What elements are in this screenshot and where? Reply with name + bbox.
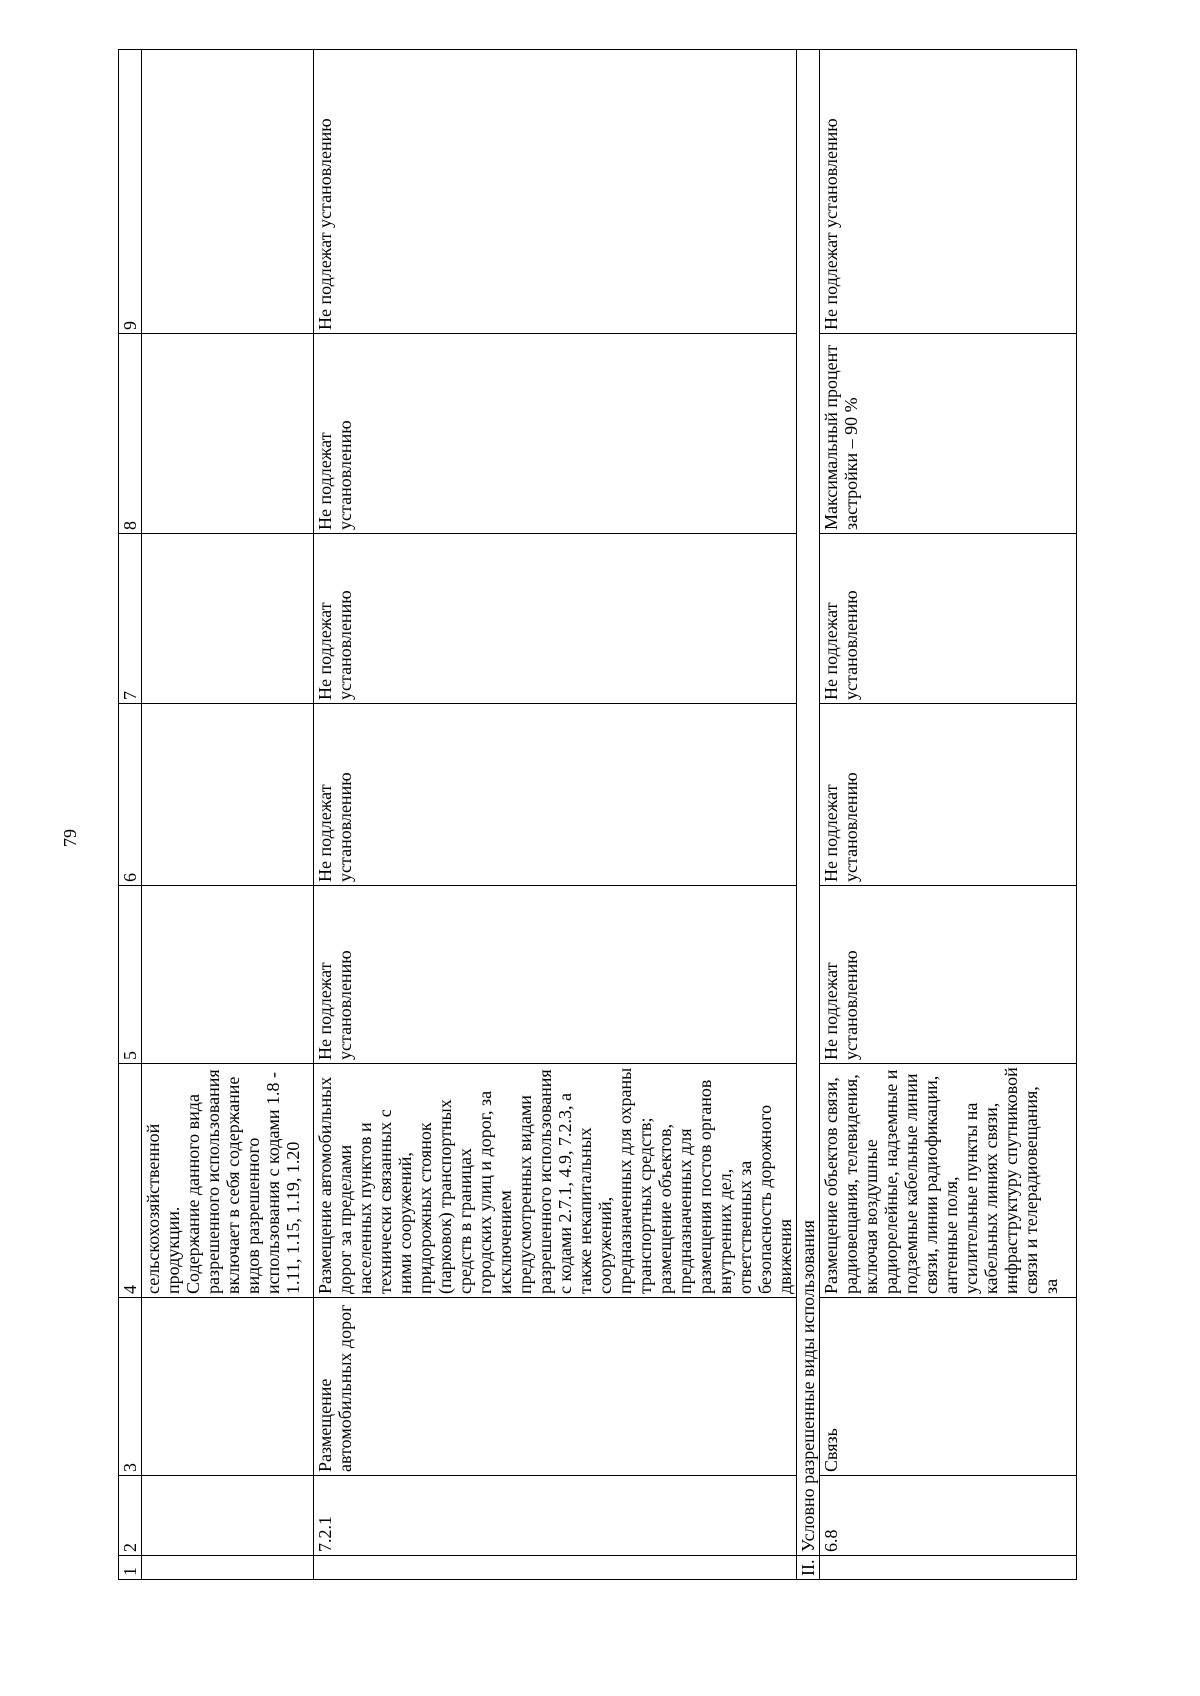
land-use-table-container — [118, 50, 1078, 1580]
cell-col9: Не подлежат установлению — [820, 50, 1077, 334]
cell-col5: Не подлежат установлению — [820, 886, 1077, 1064]
cell-description: Размещение автомобильных дорог за пределами населенных пунктов и технически связанных с ними сооружений, придорожных стоянок (парковок) транспортных средств в границах городских улиц и дорог, за исключением предусмотренных видами разрешенного использования с кодами 2.7.1, 4.9, 7.2.3, а также некапитальных сооружений, предназначенных для охраны транспортных средств; размещение объектов, предназначенных для размещения постов органов внутренних дел, ответственных за безопасность дорожного движения — [314, 1064, 797, 1298]
cell-description: сельскохозяйственной продукции. Содержание данного вида разрешенного использования включает в себя содержание видов разрешенного использования с кодами 1.8 - 1.11, 1.15, 1.19, 1.20 — [142, 1064, 314, 1298]
cell-col5: Не подлежат установлению — [314, 886, 797, 1064]
page-number: 79 — [60, 829, 80, 847]
cell-code: 6.8 — [820, 1476, 1077, 1556]
cell-empty — [142, 334, 314, 534]
cell-col6: Не подлежат установлению — [820, 704, 1077, 886]
header-cell-8: 8 — [119, 334, 142, 534]
table-header-row — [119, 50, 142, 1580]
table-row-continuation — [142, 50, 314, 1580]
header-cell-5: 5 — [119, 886, 142, 1064]
table-row-roads — [314, 50, 797, 1580]
cell-empty — [820, 1556, 1077, 1580]
cell-col9: Не подлежат установлению — [314, 50, 797, 334]
header-cell-3: 3 — [119, 1298, 142, 1476]
table-section-row — [797, 50, 820, 1580]
cell-empty — [142, 704, 314, 886]
table-row-communications — [820, 50, 1077, 1580]
cell-empty — [142, 1298, 314, 1476]
header-cell-6: 6 — [119, 704, 142, 886]
header-cell-1: 1 — [119, 1556, 142, 1580]
cell-name: Связь — [820, 1298, 1077, 1476]
cell-description: Размещение объектов связи, радиовещания, телевидения, включая воздушные радиорелейные, надземные и подземные кабельные линии связи, линии радиофикации, антенные поля, усилительные пункты на кабельных линиях связи, инфраструктуру спутниковой связи и телерадиовещания, за — [820, 1064, 1077, 1298]
cell-col8: Максимальный процент застройки – 90 % — [820, 334, 1077, 534]
header-cell-4: 4 — [119, 1064, 142, 1298]
cell-col7: Не подлежат установлению — [820, 534, 1077, 704]
cell-col6: Не подлежат установлению — [314, 704, 797, 886]
cell-empty — [142, 534, 314, 704]
header-cell-7: 7 — [119, 534, 142, 704]
land-use-table — [118, 49, 1077, 1580]
header-cell-2: 2 — [119, 1476, 142, 1556]
section-number: II. — [797, 1556, 820, 1580]
cell-empty — [314, 1556, 797, 1580]
section-title: Условно разрешенные виды использования — [797, 50, 820, 1556]
cell-empty — [142, 1476, 314, 1556]
cell-empty — [142, 1556, 314, 1580]
header-cell-9: 9 — [119, 50, 142, 334]
cell-code: 7.2.1 — [314, 1476, 797, 1556]
cell-name: Размещение автомобильных дорог — [314, 1298, 797, 1476]
cell-empty — [142, 50, 314, 334]
cell-empty — [142, 886, 314, 1064]
cell-col8: Не подлежат установлению — [314, 334, 797, 534]
cell-col7: Не подлежат установлению — [314, 534, 797, 704]
